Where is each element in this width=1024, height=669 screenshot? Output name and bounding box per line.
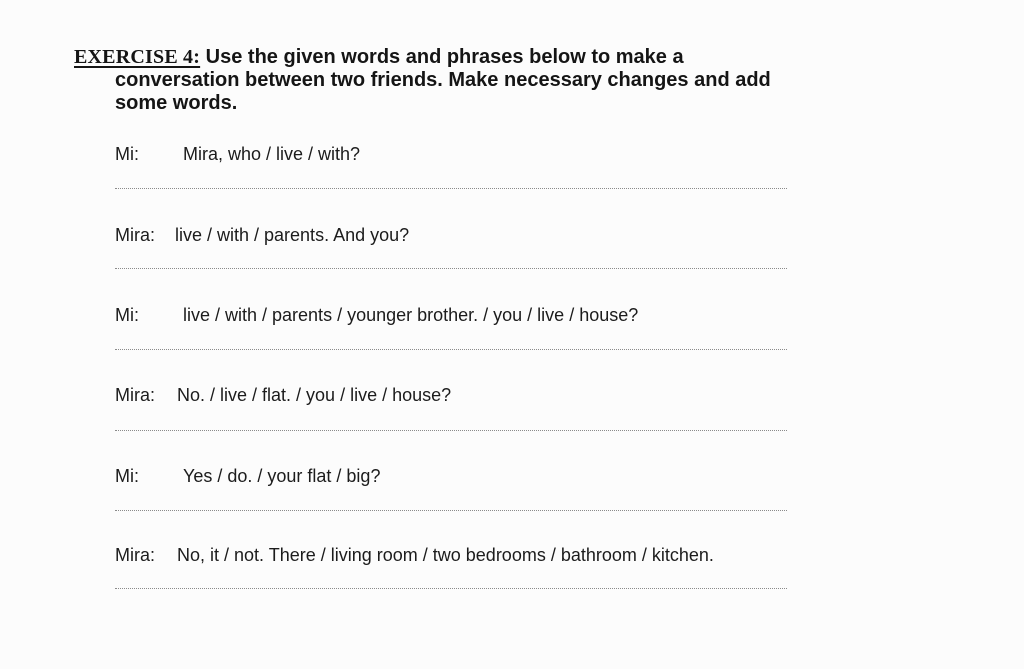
instruction-line-3: some words. [115, 92, 238, 114]
answer-line-2[interactable] [115, 268, 787, 269]
prompt-text: live / with / parents / younger brother. / you / live / house? [183, 305, 639, 325]
speaker-label: Mi: [115, 466, 139, 486]
answer-line-1[interactable] [115, 188, 787, 189]
answer-line-3[interactable] [115, 349, 787, 350]
prompt-text: No. / live / flat. / you / live / house? [177, 385, 452, 405]
exercise-label: EXERCISE 4: [74, 46, 201, 68]
prompt-text: No, it / not. There / living room / two bedrooms / bathroom / kitchen. [177, 545, 714, 565]
prompt-text: Yes / do. / your flat / big? [183, 466, 381, 486]
instruction-line-1 [74, 46, 954, 69]
answer-line-5[interactable] [115, 510, 787, 511]
prompt-text: Mira, who / live / with? [183, 144, 361, 164]
speaker-label: Mira: [115, 545, 155, 565]
speaker-label: Mira: [115, 385, 155, 405]
speaker-label: Mi: [115, 144, 139, 164]
speaker-label: Mi: [115, 305, 139, 325]
exercise-instructions [74, 46, 954, 115]
instruction-line-2: conversation between two friends. Make necessary changes and add [115, 69, 771, 91]
prompt-text: live / with / parents. And you? [175, 225, 410, 245]
instruction-text-1: Use the given words and phrases below to make a [200, 46, 684, 68]
speaker-label: Mira: [115, 225, 155, 245]
answer-line-6[interactable] [115, 588, 787, 589]
answer-line-4[interactable] [115, 430, 787, 431]
